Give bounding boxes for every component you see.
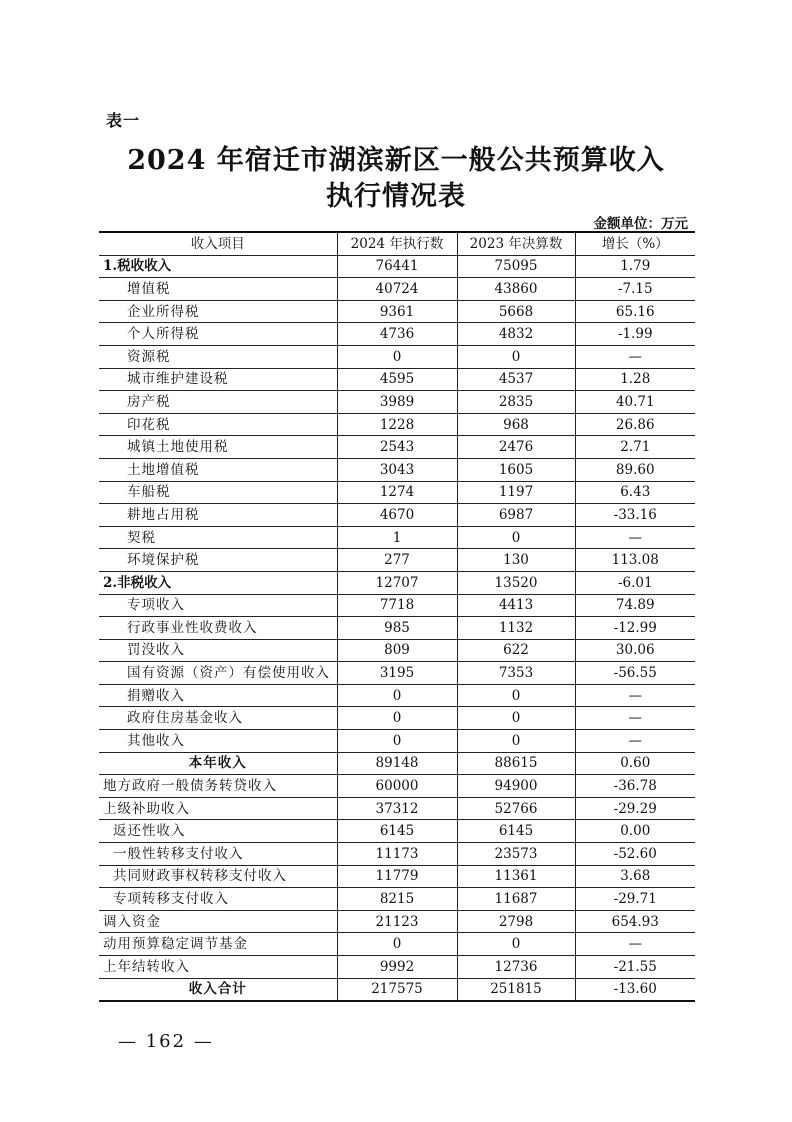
row-item-name: 动用预算稳定调节基金 [99, 933, 337, 956]
row-value-2024: 11173 [337, 843, 457, 866]
table-row [99, 571, 695, 594]
row-value-2024: 217575 [337, 978, 457, 1001]
row-item-name: 车船税 [99, 481, 337, 504]
row-value-2023: 1605 [457, 458, 575, 481]
row-item-name: 专项转移支付收入 [99, 888, 337, 911]
table-row [99, 368, 695, 391]
row-growth: -1.99 [575, 323, 695, 346]
row-value-2024: 6145 [337, 820, 457, 843]
row-value-2024: 9361 [337, 300, 457, 323]
row-value-2024: 60000 [337, 775, 457, 798]
row-value-2024: 9992 [337, 956, 457, 979]
row-value-2023: 43860 [457, 278, 575, 301]
row-value-2023: 5668 [457, 300, 575, 323]
row-value-2023: 11361 [457, 865, 575, 888]
row-growth: 65.16 [575, 300, 695, 323]
row-item-name: 房产税 [99, 391, 337, 414]
row-growth: -21.55 [575, 956, 695, 979]
row-value-2024: 40724 [337, 278, 457, 301]
table-row [99, 730, 695, 753]
row-growth: 1.28 [575, 368, 695, 391]
row-value-2023: 13520 [457, 571, 575, 594]
row-value-2024: 985 [337, 617, 457, 640]
page-title-line2: 执行情况表 [326, 181, 466, 212]
revenue-table [99, 231, 695, 1002]
row-value-2024: 11779 [337, 865, 457, 888]
row-value-2024: 0 [337, 707, 457, 730]
table-body [99, 255, 695, 1001]
row-growth: 113.08 [575, 549, 695, 572]
row-value-2024: 4670 [337, 504, 457, 527]
table-header-row [99, 232, 695, 255]
row-item-name: 本年收入 [99, 752, 337, 775]
row-growth: -56.55 [575, 662, 695, 685]
row-growth: 3.68 [575, 865, 695, 888]
table-row [99, 549, 695, 572]
row-item-name: 国有资源（资产）有偿使用收入 [99, 662, 337, 685]
row-value-2024: 37312 [337, 797, 457, 820]
row-item-name: 资源税 [99, 345, 337, 368]
row-value-2024: 277 [337, 549, 457, 572]
row-item-name: 个人所得税 [99, 323, 337, 346]
row-growth: 30.06 [575, 639, 695, 662]
table-row [99, 255, 695, 278]
row-value-2023: 23573 [457, 843, 575, 866]
row-item-name: 政府住房基金收入 [99, 707, 337, 730]
row-item-name: 印花税 [99, 413, 337, 436]
row-item-name: 专项收入 [99, 594, 337, 617]
row-growth: -29.29 [575, 797, 695, 820]
table-row [99, 775, 695, 798]
row-value-2023: 6145 [457, 820, 575, 843]
row-value-2023: 1197 [457, 481, 575, 504]
table-row [99, 888, 695, 911]
table-row [99, 323, 695, 346]
row-value-2023: 968 [457, 413, 575, 436]
row-value-2023: 1132 [457, 617, 575, 640]
row-growth: 654.93 [575, 910, 695, 933]
row-value-2024: 0 [337, 684, 457, 707]
row-value-2023: 4537 [457, 368, 575, 391]
row-value-2024: 4736 [337, 323, 457, 346]
row-value-2024: 3195 [337, 662, 457, 685]
row-value-2023: 4413 [457, 594, 575, 617]
row-value-2023: 622 [457, 639, 575, 662]
row-item-name: 罚没收入 [99, 639, 337, 662]
row-value-2023: 0 [457, 730, 575, 753]
table-row [99, 956, 695, 979]
row-value-2023: 75095 [457, 255, 575, 278]
table-row [99, 300, 695, 323]
row-value-2024: 89148 [337, 752, 457, 775]
table-row [99, 752, 695, 775]
row-item-name: 增值税 [99, 278, 337, 301]
row-value-2023: 2798 [457, 910, 575, 933]
table-row [99, 865, 695, 888]
row-value-2023: 2476 [457, 436, 575, 459]
row-growth: — [575, 730, 695, 753]
table-row [99, 933, 695, 956]
row-value-2023: 0 [457, 526, 575, 549]
row-value-2024: 3043 [337, 458, 457, 481]
row-value-2024: 4595 [337, 368, 457, 391]
row-growth: -52.60 [575, 843, 695, 866]
row-item-name: 其他收入 [99, 730, 337, 753]
row-growth: 0.00 [575, 820, 695, 843]
column-header-2024: 2024 年执行数 [337, 232, 457, 255]
row-value-2023: 6987 [457, 504, 575, 527]
table-row [99, 707, 695, 730]
row-value-2024: 12707 [337, 571, 457, 594]
table-row [99, 345, 695, 368]
row-growth: -13.60 [575, 978, 695, 1001]
row-item-name: 调入资金 [99, 910, 337, 933]
row-item-name: 地方政府一般债务转贷收入 [99, 775, 337, 798]
table-row [99, 684, 695, 707]
table-row [99, 843, 695, 866]
table-row [99, 526, 695, 549]
row-growth: -6.01 [575, 571, 695, 594]
row-item-name: 2.非税收入 [99, 571, 337, 594]
row-growth: -29.71 [575, 888, 695, 911]
row-value-2023: 88615 [457, 752, 575, 775]
table-row [99, 436, 695, 459]
page-title: 2024 年宿迁市湖滨新区一般公共预算收入 [127, 145, 665, 176]
row-growth: — [575, 684, 695, 707]
row-value-2024: 0 [337, 345, 457, 368]
row-item-name: 1.税收收入 [99, 255, 337, 278]
table-row [99, 594, 695, 617]
table-row [99, 413, 695, 436]
row-value-2024: 1228 [337, 413, 457, 436]
row-value-2024: 0 [337, 730, 457, 753]
row-item-name: 行政事业性收费收入 [99, 617, 337, 640]
row-value-2023: 52766 [457, 797, 575, 820]
table-label: 表一 [106, 111, 141, 130]
table-row [99, 820, 695, 843]
row-value-2024: 809 [337, 639, 457, 662]
page-number: — 162 — [118, 1031, 214, 1052]
column-header-2023: 2023 年决算数 [457, 232, 575, 255]
column-header-item: 收入项目 [99, 232, 337, 255]
row-value-2024: 7718 [337, 594, 457, 617]
row-item-name: 环境保护税 [99, 549, 337, 572]
table-row [99, 458, 695, 481]
row-growth: — [575, 933, 695, 956]
row-value-2024: 1274 [337, 481, 457, 504]
row-value-2023: 12736 [457, 956, 575, 979]
row-item-name: 城市维护建设税 [99, 368, 337, 391]
row-value-2024: 2543 [337, 436, 457, 459]
table-row [99, 278, 695, 301]
row-growth: -33.16 [575, 504, 695, 527]
row-item-name: 企业所得税 [99, 300, 337, 323]
unit-label: 金额单位：万元 [593, 216, 688, 232]
row-growth: 1.79 [575, 255, 695, 278]
table-row [99, 391, 695, 414]
row-value-2023: 7353 [457, 662, 575, 685]
row-growth: 2.71 [575, 436, 695, 459]
row-growth: 74.89 [575, 594, 695, 617]
row-growth: 6.43 [575, 481, 695, 504]
table-row [99, 910, 695, 933]
row-item-name: 一般性转移支付收入 [99, 843, 337, 866]
row-value-2023: 251815 [457, 978, 575, 1001]
row-item-name: 上级补助收入 [99, 797, 337, 820]
row-value-2024: 21123 [337, 910, 457, 933]
row-item-name: 城镇土地使用税 [99, 436, 337, 459]
row-value-2023: 94900 [457, 775, 575, 798]
row-value-2023: 130 [457, 549, 575, 572]
table-row [99, 797, 695, 820]
row-growth: — [575, 345, 695, 368]
row-value-2023: 0 [457, 345, 575, 368]
row-value-2024: 1 [337, 526, 457, 549]
row-value-2023: 4832 [457, 323, 575, 346]
row-growth: 40.71 [575, 391, 695, 414]
column-header-growth: 增长（%） [575, 232, 695, 255]
table-row [99, 978, 695, 1001]
table-row [99, 481, 695, 504]
row-growth: — [575, 526, 695, 549]
table-row [99, 504, 695, 527]
row-item-name: 耕地占用税 [99, 504, 337, 527]
row-growth: -7.15 [575, 278, 695, 301]
table-row [99, 617, 695, 640]
row-item-name: 收入合计 [99, 978, 337, 1001]
row-value-2023: 11687 [457, 888, 575, 911]
row-value-2023: 0 [457, 684, 575, 707]
row-value-2024: 76441 [337, 255, 457, 278]
row-value-2024: 8215 [337, 888, 457, 911]
row-growth: 26.86 [575, 413, 695, 436]
row-growth: 0.60 [575, 752, 695, 775]
row-item-name: 契税 [99, 526, 337, 549]
row-item-name: 上年结转收入 [99, 956, 337, 979]
row-item-name: 返还性收入 [99, 820, 337, 843]
row-item-name: 捐赠收入 [99, 684, 337, 707]
row-growth: -36.78 [575, 775, 695, 798]
row-growth: -12.99 [575, 617, 695, 640]
table-row [99, 639, 695, 662]
row-value-2023: 2835 [457, 391, 575, 414]
table-row [99, 662, 695, 685]
row-value-2024: 0 [337, 933, 457, 956]
row-item-name: 共同财政事权转移支付收入 [99, 865, 337, 888]
row-growth: — [575, 707, 695, 730]
row-value-2023: 0 [457, 933, 575, 956]
row-value-2024: 3989 [337, 391, 457, 414]
row-growth: 89.60 [575, 458, 695, 481]
row-value-2023: 0 [457, 707, 575, 730]
row-item-name: 土地增值税 [99, 458, 337, 481]
